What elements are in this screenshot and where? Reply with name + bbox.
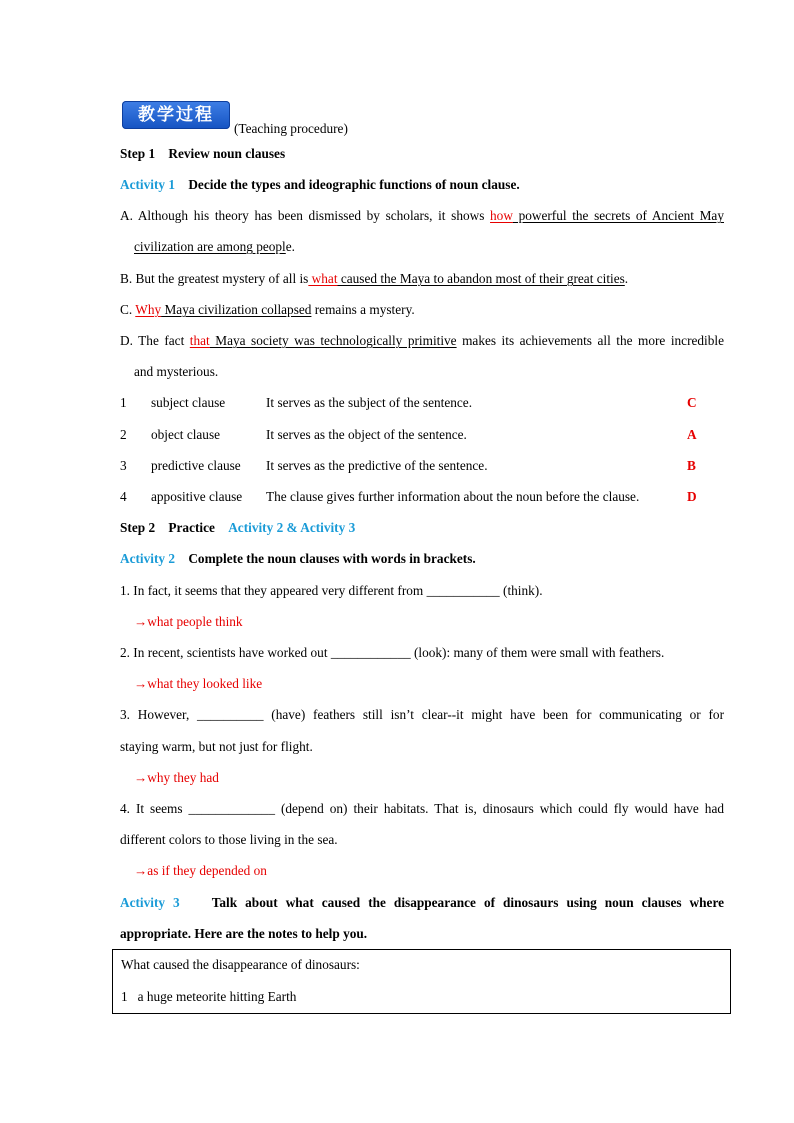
sentence-d-line2: and mysterious. — [134, 364, 219, 379]
activity3-title: Talk about what caused the disappearance of dinosaurs using noun clauses where — [211, 895, 725, 910]
notes-heading: What caused the disappearance of dinosaurs: — [121, 957, 360, 972]
noun-clause: caused the Maya to abandon most of their great cities — [337, 271, 625, 286]
clause-type: object clause — [151, 427, 221, 442]
clause-connector: what — [308, 271, 338, 286]
notes-box — [112, 949, 731, 1014]
badge-subtitle: (Teaching procedure) — [234, 121, 348, 136]
answer-2: →what they looked like — [134, 676, 263, 691]
sentence-text: e. — [285, 239, 295, 254]
answer-3: →why they had — [134, 770, 219, 785]
step2-title: Practice — [168, 520, 215, 535]
answer-letter: D — [687, 489, 697, 504]
clause-type: appositive clause — [151, 489, 243, 504]
noun-clause: powerful the secrets of Ancient May — [512, 208, 724, 223]
row-number: 1 — [120, 395, 127, 410]
answer-1: →what people think — [134, 614, 243, 629]
step2-activities: Activity 2 & Activity 3 — [228, 520, 356, 535]
clause-type-row — [0, 426, 794, 444]
row-number: 3 — [120, 458, 127, 473]
step1-title: Review noun clauses — [168, 146, 286, 161]
teaching-procedure-badge: 教学过程 — [122, 101, 230, 129]
clause-function: It serves as the object of the sentence. — [266, 427, 467, 442]
sentence-text: A. Although his theory has been dismissed by scholars, it shows — [120, 208, 491, 223]
notes-item — [121, 988, 296, 1006]
clause-function: The clause gives further information about the noun before the clause. — [266, 489, 640, 504]
activity3-heading — [120, 894, 724, 912]
sentence-d — [120, 332, 724, 350]
activity1-heading — [120, 176, 724, 194]
question-4-line2: different colors to those living in the sea. — [120, 832, 338, 847]
notes-item-number: 1 — [121, 989, 128, 1004]
activity2-label: Activity 2 — [120, 551, 176, 566]
clause-type-row — [0, 488, 794, 506]
answer-letter: A — [687, 427, 697, 442]
activity1-label: Activity 1 — [120, 177, 176, 192]
clause-function: It serves as the subject of the sentence. — [266, 395, 473, 410]
activity3-heading-line2: appropriate. Here are the notes to help you. — [120, 926, 368, 941]
sentence-text: B. But the greatest mystery of all is — [120, 271, 309, 286]
question-4: 4. It seems _____________ (depend on) their habitats. That is, dinosaurs which could fly would have had — [120, 801, 724, 816]
step1-label: Step 1 — [120, 146, 156, 161]
sentence-text: D. The fact — [120, 333, 190, 348]
noun-clause: civilization are among peopl — [134, 239, 286, 254]
sentence-text: C. — [120, 302, 136, 317]
question-1: 1. In fact, it seems that they appeared very different from ___________ (think). — [120, 583, 543, 598]
sentence-a — [120, 207, 724, 225]
step1-heading — [120, 145, 724, 163]
clause-type-row — [0, 457, 794, 475]
question-2: 2. In recent, scientists have worked out ____________ (look): many of them were small with feathers. — [120, 645, 665, 660]
clause-type: predictive clause — [151, 458, 241, 473]
answer-letter: C — [687, 395, 697, 410]
sentence-text: makes its achievements all the more incredible — [456, 333, 724, 348]
activity2-heading — [120, 550, 724, 568]
sentence-a-line2 — [134, 238, 738, 256]
clause-function: It serves as the predictive of the sentence. — [266, 458, 488, 473]
clause-type: subject clause — [151, 395, 226, 410]
step2-heading — [120, 519, 724, 537]
sentence-text: remains a mystery. — [311, 302, 415, 317]
sentence-c — [120, 301, 724, 319]
question-3-line2: staying warm, but not just for flight. — [120, 739, 313, 754]
row-number: 4 — [120, 489, 127, 504]
noun-clause: Maya civilization collapsed — [161, 302, 312, 317]
step2-label: Step 2 — [120, 520, 156, 535]
clause-connector: Why — [135, 302, 162, 317]
sentence-b — [120, 270, 724, 288]
question-3: 3. However, __________ (have) feathers still isn’t clear--it might have been for communicating or for — [120, 707, 724, 722]
activity3-label: Activity 3 — [120, 895, 180, 910]
answer-4: →as if they depended on — [134, 863, 267, 878]
clause-connector: how — [490, 208, 513, 223]
clause-type-row — [0, 394, 794, 412]
noun-clause: Maya society was technologically primitive — [209, 333, 457, 348]
notes-item-text: a huge meteorite hitting Earth — [137, 989, 297, 1004]
sentence-text: . — [624, 271, 629, 286]
row-number: 2 — [120, 427, 127, 442]
activity1-title: Decide the types and ideographic functions of noun clause. — [188, 177, 520, 192]
answer-letter: B — [687, 458, 696, 473]
activity2-title: Complete the noun clauses with words in brackets. — [188, 551, 476, 566]
clause-connector: that — [189, 333, 210, 348]
